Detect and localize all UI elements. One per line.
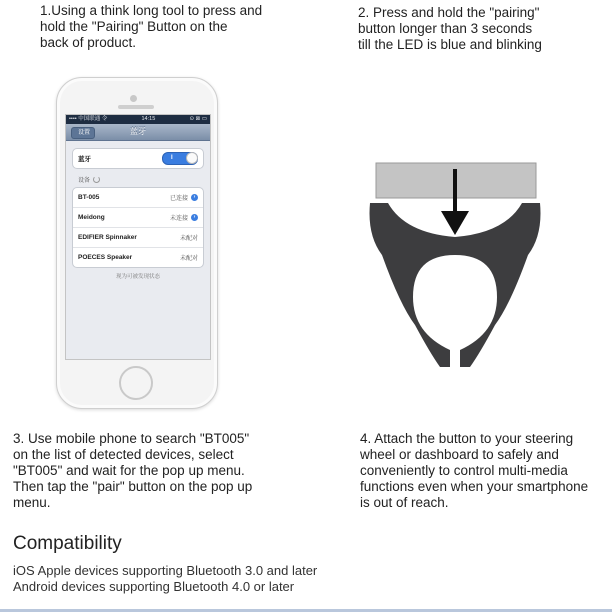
device-list <box>72 187 204 268</box>
device-name: POECES Speaker <box>78 254 133 261</box>
clamp-illustration <box>360 155 550 380</box>
info-icon[interactable]: › <box>191 194 198 201</box>
bluetooth-toggle[interactable] <box>162 152 198 165</box>
step-1-text: 1.Using a think long tool to press and hold the "Pairing" Button on the back of product. <box>40 3 263 50</box>
compatibility-heading: Compatibility <box>13 533 122 554</box>
back-button[interactable]: 设置 <box>71 127 95 139</box>
bluetooth-label: 蓝牙 <box>78 156 91 163</box>
status-icons: ⊙ ⊠ ▭ <box>189 116 207 122</box>
nav-title: 蓝牙 <box>130 127 146 136</box>
status-time: 14:15 <box>141 116 156 122</box>
device-row-bt005[interactable] <box>73 188 203 208</box>
phone-camera <box>130 95 137 102</box>
device-status: 未配对 <box>179 256 198 262</box>
step-2-text: 2. Press and hold the "pairing" button longer than 3 seconds till the LED is blue and blinking <box>358 5 542 52</box>
toggle-knob <box>186 152 198 164</box>
device-status: 未配对 <box>179 236 198 242</box>
phone-illustration <box>56 77 218 409</box>
status-carrier: •••• 中国联通 令 <box>69 116 108 122</box>
step-4-text: 4. Attach the button to your steering wheel or dashboard to safely and conveniently to control multi-media functions even when your smartphone is out of reach. <box>360 431 589 510</box>
discoverable-note: 现为可被发现状态 <box>115 274 160 280</box>
bluetooth-toggle-row <box>73 149 203 168</box>
device-status: 未连接 <box>169 216 188 222</box>
nav-bar <box>66 124 210 141</box>
status-bar <box>66 115 210 124</box>
press-arrow-icon <box>441 211 469 235</box>
step-3-text: 3. Use mobile phone to search "BT005" on the list of detected devices, select "BT005" and wait for the pop up menu. Then tap the "pair" button on the pop up menu. <box>13 431 253 510</box>
device-row-edifier[interactable] <box>73 228 203 248</box>
device-name: EDIFIER Spinnaker <box>78 234 137 241</box>
bluetooth-toggle-group <box>72 148 204 169</box>
toggle-label: I <box>171 155 173 161</box>
device-status: 已连接 <box>169 196 188 202</box>
compatibility-android: Android devices supporting Bluetooth 4.0 or later <box>13 579 295 594</box>
devices-header <box>78 175 210 184</box>
device-row-meidong[interactable] <box>73 208 203 228</box>
spinner-icon <box>93 176 100 183</box>
phone-screen <box>65 114 211 360</box>
compatibility-ios: iOS Apple devices supporting Bluetooth 3.0 and later <box>13 563 318 578</box>
devices-header-label: 设备 <box>78 178 91 184</box>
device-name: BT-005 <box>78 194 100 201</box>
info-icon[interactable]: › <box>191 214 198 221</box>
home-button <box>119 366 153 400</box>
device-row-poeces[interactable] <box>73 248 203 267</box>
device-name: Meidong <box>78 214 105 221</box>
phone-speaker <box>118 105 154 109</box>
